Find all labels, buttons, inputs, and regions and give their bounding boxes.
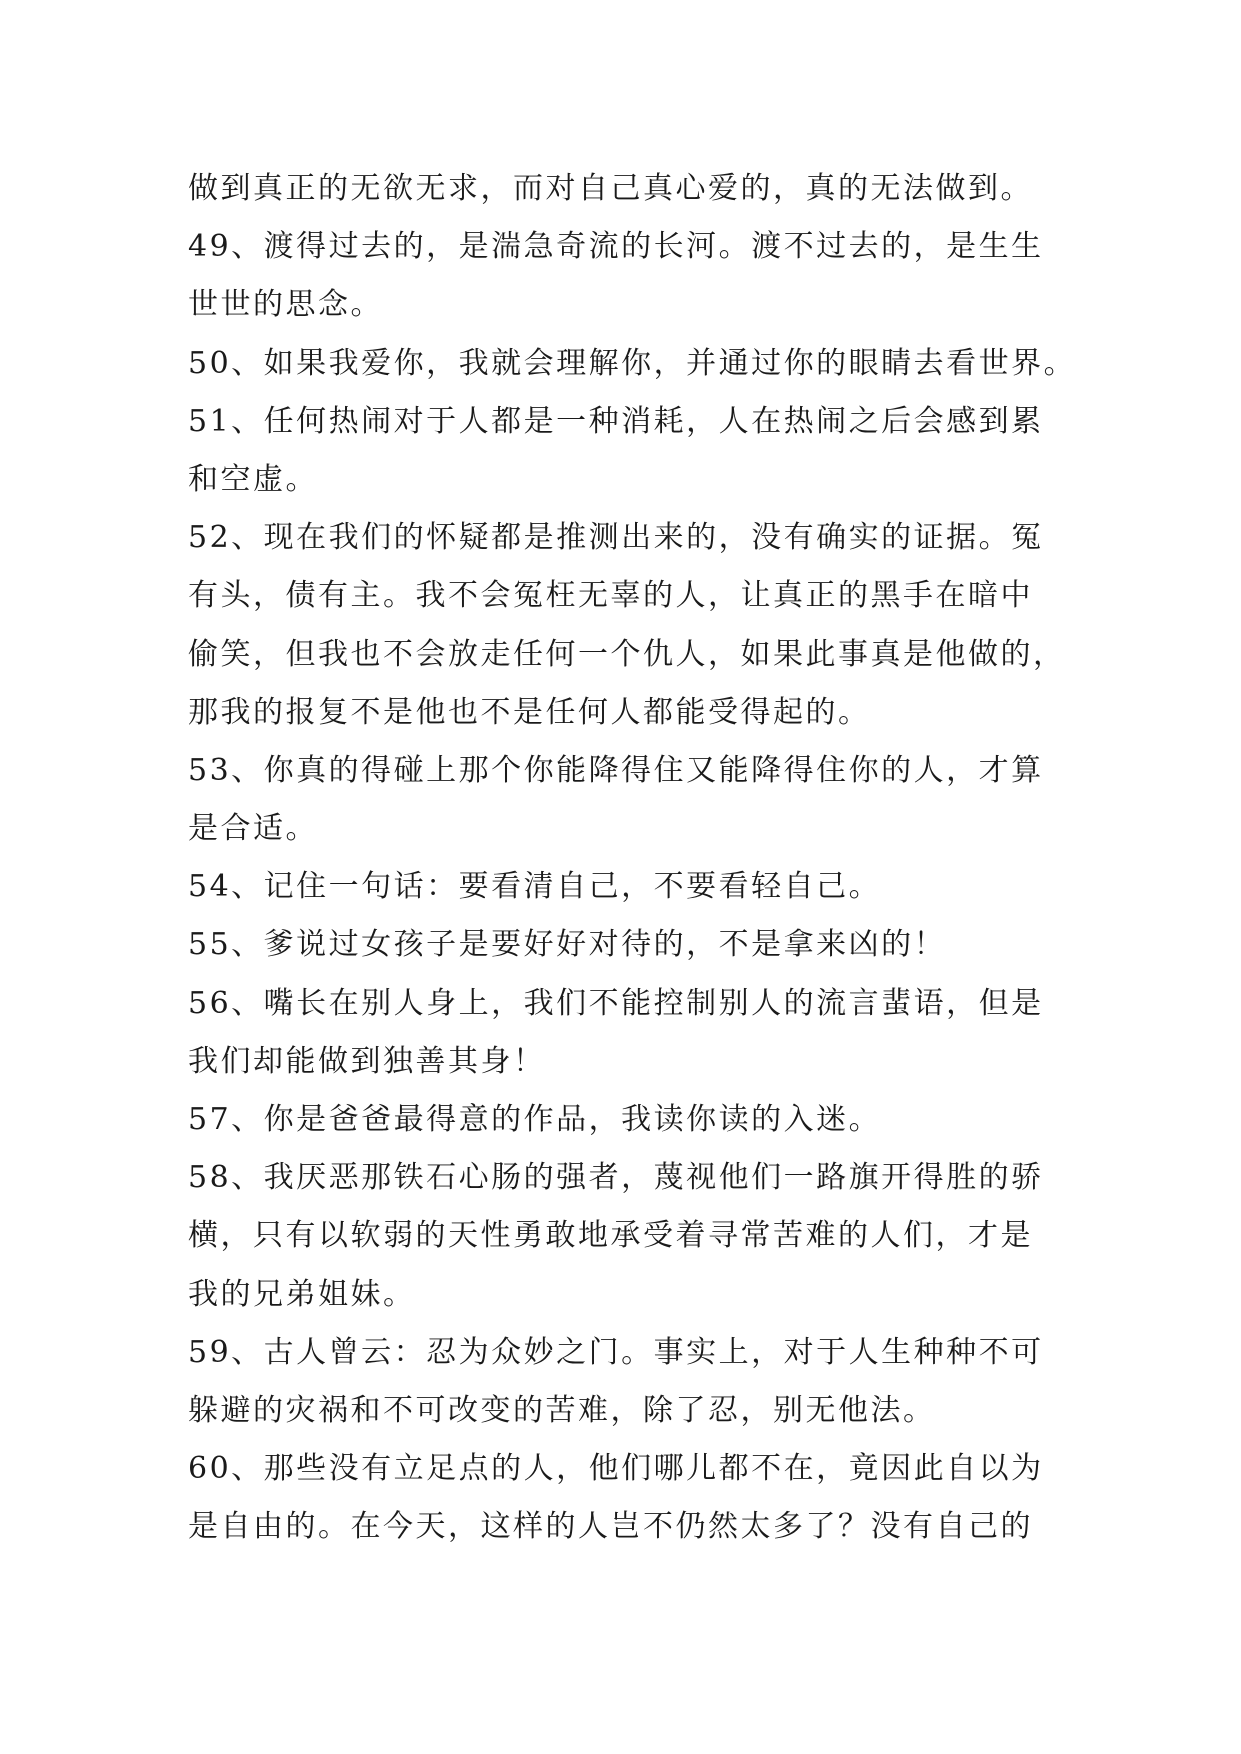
text-line: 横，只有以软弱的天性勇敢地承受着寻常苦难的人们，才是 bbox=[188, 1218, 1033, 1254]
text-line: 世世的思念。 bbox=[188, 287, 383, 323]
text-line: 有头，债有主。我不会冤枉无辜的人，让真正的黑手在暗中 bbox=[188, 578, 1033, 614]
text-line: 53、你真的得碰上那个你能降得住又能降得住你的人，才算 bbox=[188, 752, 1044, 788]
text-line: 57、你是爸爸最得意的作品，我读你读的入迷。 bbox=[188, 1102, 882, 1137]
text-line: 56、嘴长在别人身上，我们不能控制别人的流言蜚语，但是 bbox=[188, 985, 1044, 1021]
text-line: 55、爹说过女孩子是要好好对待的，不是拿来凶的！ bbox=[188, 927, 947, 963]
text-line: 是自由的。在今天，这样的人岂不仍然太多了？没有自己的 bbox=[188, 1509, 1033, 1545]
text-line: 58、我厌恶那铁石心肠的强者，蔑视他们一路旗开得胜的骄 bbox=[188, 1160, 1044, 1196]
text-line: 60、那些没有立足点的人，他们哪儿都不在，竟因此自以为 bbox=[188, 1451, 1044, 1487]
text-line: 那我的报复不是他也不是任何人都能受得起的。 bbox=[188, 694, 871, 730]
text-line: 做到真正的无欲无求，而对自己真心爱的，真的无法做到。 bbox=[188, 171, 1033, 206]
text-line: 我们却能做到独善其身！ bbox=[188, 1043, 546, 1079]
text-line: 51、任何热闹对于人都是一种消耗，人在热闹之后会感到累 bbox=[188, 403, 1044, 439]
text-line: 52、现在我们的怀疑都是推测出来的，没有确实的证据。冤 bbox=[188, 520, 1044, 556]
text-line: 我的兄弟姐妹。 bbox=[188, 1276, 416, 1312]
text-line: 49、渡得过去的，是湍急奇流的长河。渡不过去的，是生生 bbox=[188, 229, 1044, 265]
text-line: 躲避的灾祸和不可改变的苦难，除了忍，别无他法。 bbox=[188, 1392, 936, 1428]
text-line: 偷笑，但我也不会放走任何一个仇人，如果此事真是他做的， bbox=[188, 636, 1066, 672]
text-line: 和空虚。 bbox=[188, 461, 318, 497]
body-text bbox=[188, 160, 1077, 1557]
text-line: 50、如果我爱你，我就会理解你，并通过你的眼睛去看世界。 bbox=[188, 345, 1077, 381]
text-line: 是合适。 bbox=[188, 811, 318, 847]
text-line: 54、记住一句话：要看清自己，不要看轻自己。 bbox=[188, 869, 882, 905]
text-line: 59、古人曾云：忍为众妙之门。事实上，对于人生种种不可 bbox=[188, 1334, 1044, 1370]
